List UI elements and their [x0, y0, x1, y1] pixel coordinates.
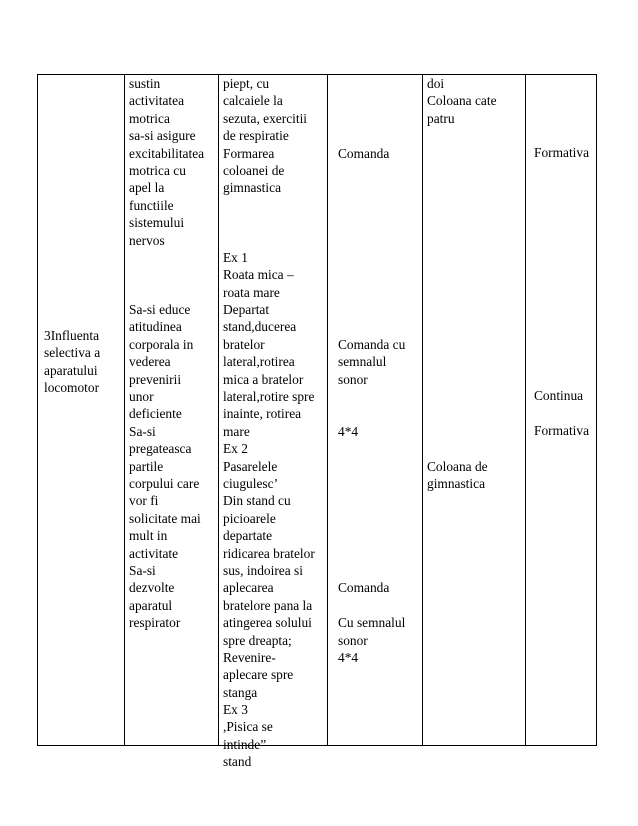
cell-line: motrica cu — [129, 162, 186, 178]
cell-line: aparatului — [44, 362, 98, 378]
blank-line — [338, 127, 405, 144]
cell-line: apel la — [129, 180, 165, 196]
cell-line: aplecarea — [223, 580, 274, 596]
cell-line: sistemului — [129, 215, 185, 231]
cell-line: 3Influenta — [44, 328, 100, 343]
cell-line: excitabilitatea — [129, 145, 205, 161]
blank-line — [427, 127, 497, 144]
column-divider — [218, 75, 219, 745]
cell-line: roata mare — [223, 284, 280, 300]
blank-line — [427, 266, 497, 283]
blank-line — [534, 283, 589, 300]
cell-line: Formarea — [223, 145, 275, 161]
blank-line — [338, 284, 405, 301]
cell-line: spre dreapta; — [223, 632, 292, 648]
blank-line — [338, 197, 405, 214]
column-divider — [422, 75, 423, 745]
cell-line: stanga — [223, 684, 258, 700]
blank-line — [427, 162, 497, 179]
cell-line: respirator — [129, 615, 181, 631]
cell-line: sus, indoirea si — [223, 562, 303, 578]
cell-line: sezuta, exercitii — [223, 110, 308, 126]
blank-line — [338, 249, 405, 266]
blank-line — [338, 510, 405, 527]
cell-line: stand,ducerea — [223, 319, 297, 335]
cell-line: deficiente — [129, 406, 182, 422]
cell-line: doi — [427, 76, 445, 91]
blank-line — [338, 562, 405, 579]
cell-line: Pasarelele — [223, 458, 278, 474]
blank-line — [427, 405, 497, 422]
blank-line — [338, 318, 405, 335]
blank-line — [427, 214, 497, 231]
blank-line — [534, 266, 589, 283]
cell-line: Sa-si — [129, 423, 156, 439]
blank-line — [534, 318, 589, 335]
blank-line — [338, 527, 405, 544]
cell-line: Coloana cate — [427, 93, 497, 109]
cell-line: activitatea — [129, 93, 185, 109]
blank-line — [534, 405, 589, 422]
blank-line — [534, 352, 589, 369]
cell-line: Din stand cu — [223, 493, 291, 509]
cell-line: mare — [223, 423, 250, 439]
blank-line — [534, 370, 589, 387]
cell-line: bratelore pana la — [223, 597, 313, 613]
cell-line: inainte, rotirea — [223, 406, 302, 422]
cell-line: dezvolte — [129, 580, 175, 596]
cell-evaluation — [534, 109, 589, 439]
blank-line — [534, 231, 589, 248]
cell-line: Formativa — [534, 423, 590, 439]
cell-content — [223, 75, 315, 771]
cell-line: patru — [427, 110, 455, 126]
cell-lesson-stage — [44, 327, 100, 397]
blank-line — [427, 371, 497, 388]
blank-line — [427, 179, 497, 196]
cell-line: sonor — [338, 632, 368, 648]
cell-line: Coloana de — [427, 458, 488, 474]
cell-line: Comanda — [338, 145, 390, 161]
cell-line: Ex 3 — [223, 702, 248, 718]
blank-line — [338, 214, 405, 231]
blank-line — [427, 249, 497, 266]
blank-line — [534, 300, 589, 317]
blank-line — [338, 545, 405, 562]
blank-line — [427, 388, 497, 405]
blank-line — [338, 232, 405, 249]
blank-line — [223, 197, 315, 214]
cell-line: aparatul — [129, 597, 173, 613]
cell-objectives — [129, 75, 204, 632]
cell-line: mica a bratelor — [223, 371, 304, 387]
blank-line — [129, 266, 204, 283]
blank-line — [427, 197, 497, 214]
cell-line: Ex 2 — [223, 441, 248, 457]
cell-line: corporala in — [129, 336, 194, 352]
cell-line: 4*4 — [338, 649, 359, 665]
column-divider — [525, 75, 526, 745]
cell-line: pregateasca — [129, 441, 192, 457]
cell-line: semnalul — [338, 354, 387, 370]
cell-line: Comanda cu — [338, 336, 406, 352]
blank-line — [534, 213, 589, 230]
cell-line: ciugulesc’ — [223, 475, 279, 491]
cell-line: calcaiele la — [223, 93, 283, 109]
blank-line — [338, 92, 405, 109]
cell-line: corpului care — [129, 475, 200, 491]
blank-line — [338, 266, 405, 283]
cell-line: Ex 1 — [223, 249, 248, 265]
blank-line — [223, 232, 315, 249]
blank-line — [338, 597, 405, 614]
cell-line: Comanda — [338, 580, 390, 596]
cell-line: intinde” — [223, 736, 267, 752]
cell-line: aplecare spre — [223, 667, 294, 683]
cell-line: sustin — [129, 76, 161, 91]
blank-line — [338, 75, 405, 92]
cell-line: coloanei de — [223, 162, 285, 178]
cell-line: gimnastica — [223, 180, 282, 196]
cell-line: lateral,rotire spre — [223, 389, 315, 405]
column-divider — [327, 75, 328, 745]
blank-line — [338, 301, 405, 318]
cell-line: solicitate mai — [129, 510, 201, 526]
cell-line: activitate — [129, 545, 179, 561]
cell-line: de respiratie — [223, 128, 289, 144]
cell-line: picioarele — [223, 510, 276, 526]
blank-line — [534, 248, 589, 265]
blank-line — [129, 249, 204, 266]
blank-line — [338, 492, 405, 509]
cell-line: lateral,rotirea — [223, 354, 295, 370]
cell-line: atingerea solului — [223, 615, 312, 631]
cell-line: Formativa — [534, 144, 590, 160]
cell-line: stand — [223, 754, 252, 770]
cell-line: functiile — [129, 197, 174, 213]
cell-line: Sa-si — [129, 562, 156, 578]
cell-line: Revenire- — [223, 649, 276, 665]
blank-line — [338, 440, 405, 457]
blank-line — [338, 179, 405, 196]
column-divider — [124, 75, 125, 745]
cell-line: bratelor — [223, 336, 265, 352]
blank-line — [129, 284, 204, 301]
cell-method — [338, 75, 405, 666]
blank-line — [338, 458, 405, 475]
cell-line: Sa-si educe — [129, 302, 191, 318]
blank-line — [338, 162, 405, 179]
blank-line — [427, 353, 497, 370]
cell-line: motrica — [129, 110, 170, 126]
blank-line — [534, 161, 589, 178]
cell-line: partile — [129, 458, 164, 474]
cell-line: Departat — [223, 302, 270, 318]
blank-line — [534, 335, 589, 352]
blank-line — [427, 284, 497, 301]
blank-line — [338, 475, 405, 492]
blank-line — [427, 301, 497, 318]
blank-line — [338, 405, 405, 422]
cell-line: Cu semnalul — [338, 615, 406, 631]
blank-line — [223, 214, 315, 231]
blank-line — [427, 232, 497, 249]
cell-line: departate — [223, 528, 273, 544]
blank-line — [427, 145, 497, 162]
cell-line: nervos — [129, 232, 165, 248]
cell-line: gimnastica — [427, 475, 486, 491]
cell-line: selectiva a — [44, 345, 101, 361]
blank-line — [534, 179, 589, 196]
cell-line: 4*4 — [338, 423, 359, 439]
cell-line: prevenirii — [129, 371, 182, 387]
blank-line — [427, 336, 497, 353]
cell-line: atitudinea — [129, 319, 182, 335]
cell-line: ,Pisica se — [223, 719, 273, 735]
blank-line — [534, 196, 589, 213]
blank-line — [338, 110, 405, 127]
blank-line — [427, 318, 497, 335]
cell-line: unor — [129, 389, 154, 405]
blank-line — [534, 109, 589, 126]
blank-line — [427, 440, 497, 457]
cell-line: vederea — [129, 354, 171, 370]
cell-line: Continua — [534, 388, 584, 404]
blank-line — [534, 126, 589, 143]
cell-line: mult in — [129, 528, 168, 544]
blank-line — [338, 388, 405, 405]
cell-formation — [427, 75, 497, 492]
lesson-plan-table — [37, 74, 597, 770]
cell-line: piept, cu — [223, 76, 270, 91]
cell-line: locomotor — [44, 380, 100, 396]
cell-line: ridicarea bratelor — [223, 545, 315, 561]
blank-line — [427, 423, 497, 440]
cell-line: Roata mica – — [223, 267, 294, 283]
cell-line: sonor — [338, 371, 368, 387]
cell-line: vor fi — [129, 493, 159, 509]
cell-line: sa-si asigure — [129, 128, 196, 144]
